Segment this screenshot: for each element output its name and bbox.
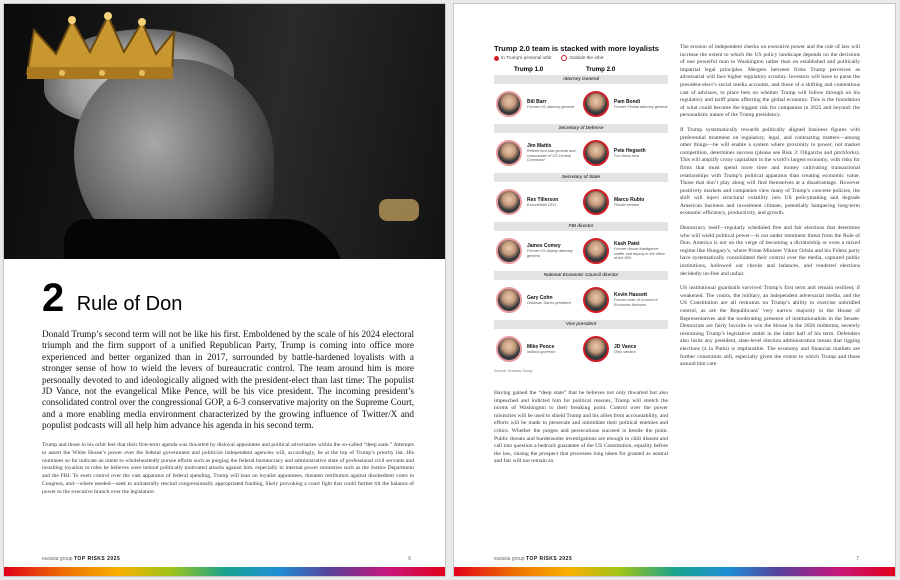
loyalists-graphic (494, 44, 668, 373)
person-card (581, 140, 668, 166)
person-name: Pam Bondi (614, 98, 641, 105)
person-pair (494, 135, 668, 171)
person-card (581, 287, 668, 313)
chapter-heading (42, 276, 182, 320)
body-paragraph: Having gained the “deep state” that he believes not only thwarted but also impeached and indicted him for political reasons, Trump will stretch the norms of Washington to their breaking point. Control over the power ministries will be used to shield Trump and his allies from accountability, and efforts will be made to persecute and intimidate their political enemies and critics. Whether the purges and persecutions succeed is beside the point. Public threats and burdensome investigations are enough to chill dissent and call into question a bedrock guarantee of the US Constitution, equality before the law, raising the prospect that processes long taken for granted as neutral and fair will not remain so. (494, 390, 668, 465)
role-band: Secretary of Defense (494, 124, 668, 133)
avatar (496, 287, 522, 313)
person-name: Jim Mattis (527, 143, 552, 150)
person-description: Ohio senator (614, 349, 636, 354)
legend-item-orbit: In Trump's personal orbit (494, 55, 551, 60)
body-paragraph: The erosion of independent checks on executive power and the rule of law will increase the extent to which the US policy landscape depends on the decisions of one powerful man in Washington rather than on established and politically impartial legal principles. Mergers between firms Trump perceives as adversarial will face higher regulatory scrutiny. Investors will have to parse the president-elect’s social media accounts, and those of a shifting and contentious cast of advisors, to place bets on whether Trump will follow through on his regulatory and tariff plans affecting the global economy. This is the foundation of what could become the biggest risk for companies in 2025 and beyond: the personalistic nature of the Trump presidency. (680, 44, 860, 119)
crown-icon (22, 12, 182, 82)
person-pair (494, 331, 668, 367)
role-band: FBI director (494, 222, 668, 231)
avatar (583, 189, 609, 215)
person-pair (494, 86, 668, 122)
hero-photo (4, 4, 446, 259)
footer-title: TOP RISKS 2025 (73, 556, 121, 562)
person-card (581, 238, 668, 264)
person-name: Mike Pence (527, 343, 555, 350)
footer-title: TOP RISKS 2025 (525, 556, 573, 562)
chapter-number: 2 (42, 276, 65, 320)
footer-brand: eurasia group (42, 556, 73, 562)
graphic-source: Source: Eurasia Group (494, 369, 533, 373)
person-card (494, 140, 581, 166)
avatar (583, 140, 609, 166)
person-name: Pete Hegseth (614, 147, 646, 154)
person-description: Former chair of Council of Economic Advisers (614, 298, 658, 307)
graphic-legend (494, 55, 668, 61)
person-description: Former House Intelligence staffer and deputy in the office of the DNI (614, 247, 665, 261)
avatar (583, 336, 609, 362)
person-description: Fox News host (614, 153, 640, 158)
person-card (581, 189, 668, 215)
person-description: Goldman Sachs president (527, 300, 571, 305)
body-paragraph: US institutional guardrails survived Trump’s first term and remain resilient, if weakened. The courts, the military, an independent adversarial media, and the US Constitution are all restraints on Trump’s ability to exercise unbridled control, as are the Republicans’ very narrow majority in the House of Representatives and the moderating presence of institutionalists in the Senate. Democrats are fairly favorite to win the House in the 2026 midterms, severely restraining Trump’s legislative ambit in the latter half of his term. Defenders also insist any president, state-level election administration means that rigging elections (à la Putin) is implausible. The economy and financial markets are further constraints still, especially given the extent to which Trump and those around him care (680, 285, 860, 368)
role-list (494, 75, 668, 367)
middle-column-text (494, 390, 668, 473)
person-name: Bill Barr (527, 98, 547, 105)
avatar (496, 238, 522, 264)
role-band: Vice president (494, 320, 668, 329)
avatar (496, 336, 522, 362)
avatar (496, 140, 522, 166)
color-stripe (454, 567, 895, 576)
color-stripe (4, 567, 445, 576)
person-description: Florida senator (614, 202, 640, 207)
person-name: Rex Tillerson (527, 196, 559, 203)
person-name: James Comey (527, 243, 561, 250)
person-card (494, 189, 581, 215)
person-pair (494, 233, 668, 269)
graphic-column-headers (494, 66, 668, 73)
role-band: National Economic Council director (494, 271, 668, 280)
role-band: Attorney General (494, 75, 668, 84)
avatar (583, 238, 609, 264)
legend-item-outside: Outside the orbit (561, 55, 603, 61)
person-description: Former US deputy attorney general (527, 249, 573, 258)
outline-dot-icon (561, 55, 567, 61)
person-card (581, 336, 668, 362)
person-card (494, 287, 581, 313)
avatar (496, 189, 522, 215)
person-description: Retired four-star general and commander of US Central Command (527, 149, 576, 163)
body-paragraph: If Trump systematically rewards politically aligned business figures with preferential treatment on regulatory, legal, and contracting matters—among other things—he will enable a system where proximity to power, not market competition, determines success (please see Risk 3: Oligarchs and pitchforks). This will amplify crony capitalism in the world’s largest economy, with risks for firms that must spend more time and money cultivating transactional relationships with Trump’s political apparatus than creating economic value. Those that don’t play along will find themselves at a disadvantage. However positively markets and companies view many of Trump’s concrete policies, the shift will inject structural volatility into US policymaking and degrade American business and investment climate, potentially hampering long-term economic efficiency, productivity, and growth. (680, 126, 860, 217)
person-pair (494, 282, 668, 318)
chapter-title: Rule of Don (76, 293, 183, 315)
page-number: 6 (408, 556, 411, 562)
footer (494, 556, 572, 562)
person-description: Former US attorney general (527, 104, 575, 109)
footer (42, 556, 120, 562)
avatar (583, 287, 609, 313)
avatar (583, 91, 609, 117)
person-description: Former Florida attorney general (614, 104, 668, 109)
photo-suit-shape (64, 219, 344, 259)
person-card (494, 336, 581, 362)
left-page (3, 3, 446, 577)
lede-paragraph: Donald Trump’s second term will not be like his first. Emboldened by the scale of his 2024 electoral triumph and the firm support of a unified Republican Party, Trump is coming into office more experienced and better organized than in 2017, surrounded by battle-hardened loyalists with a stronger sense of how to wield the levers of bureaucratic control. The team around him is more personally devoted to and ideologically aligned with the president-elect than last time: The populist JD Vance, not the evangelical Mike Pence, will be his vice president. The incoming president’s consolidated control over the congressional GOP, a 6-3 conservative majority on the Supreme Court, and a more enabling media environment characterized by the growing influence of Twitter/X and populist podcasts will all help him advance his agenda in his second term. (42, 329, 414, 431)
right-column-text (680, 44, 860, 376)
person-description: Indiana governor (527, 349, 556, 354)
filled-dot-icon (494, 56, 499, 61)
person-card (581, 91, 668, 117)
person-name: Kash Patel (614, 241, 640, 248)
role-band: Secretary of State (494, 173, 668, 182)
person-name: Marco Rubio (614, 196, 645, 203)
column-header-trump2: Trump 2.0 (586, 66, 616, 73)
person-description: ExxonMobil CEO (527, 202, 556, 207)
person-card (494, 91, 581, 117)
body-paragraph: Trump and those in his orbit feel that their first-term agenda was thwarted by disloyal appointees and political adversaries within the so-called “deep state.” Attempts to assert the White House’s power over the federal government and politicize independent agencies will, accordingly, be at the top of Trump’s priority list. His nominees so far indicate an intent to wholeheartedly pursue efforts such as purging the federal bureaucracy and administrative state of professional civil servants and installing loyalists in roles he believes were behind politically motivated attacks against him, especially in internal power ministries such as the Justice Department and the FBI. To exert control over the vast apparatus of federal spending, Trump will lean on loyalist appointees, threaten retribution against disobedient votes in Congress, and—where needed—seek to unilaterally rescind congressionally appropriated funding, likely provoking a court fight that could further tilt the balance of power to the executive branch over the legislature. (42, 442, 414, 495)
person-card (494, 238, 581, 264)
body-paragraph: Democracy itself—regularly scheduled free and fair elections that determine who will wield political power—is not under imminent threat from the Rule of Don. America is not on the verge of becoming a dictatorship or even a mixed regime like Hungary’s, where Prime Minister Viktor Orbán and his Fidesz party have systematically consolidated their control over the media, captured public institutions, hollowed out checks and balances, and rendered elections decidedly un-free and unfair. (680, 225, 860, 277)
person-name: Kevin Hassett (614, 292, 648, 299)
avatar (496, 91, 522, 117)
column-header-trump1: Trump 1.0 (514, 66, 544, 73)
right-page (453, 3, 896, 577)
person-name: Gary Cohn (527, 294, 553, 301)
person-name: JD Vance (614, 343, 637, 350)
person-pair (494, 184, 668, 220)
footer-brand: eurasia group (494, 556, 525, 562)
photo-hand-shape (379, 199, 419, 221)
graphic-title: Trump 2.0 team is stacked with more loyalists (494, 44, 660, 53)
page-number: 7 (856, 556, 859, 562)
